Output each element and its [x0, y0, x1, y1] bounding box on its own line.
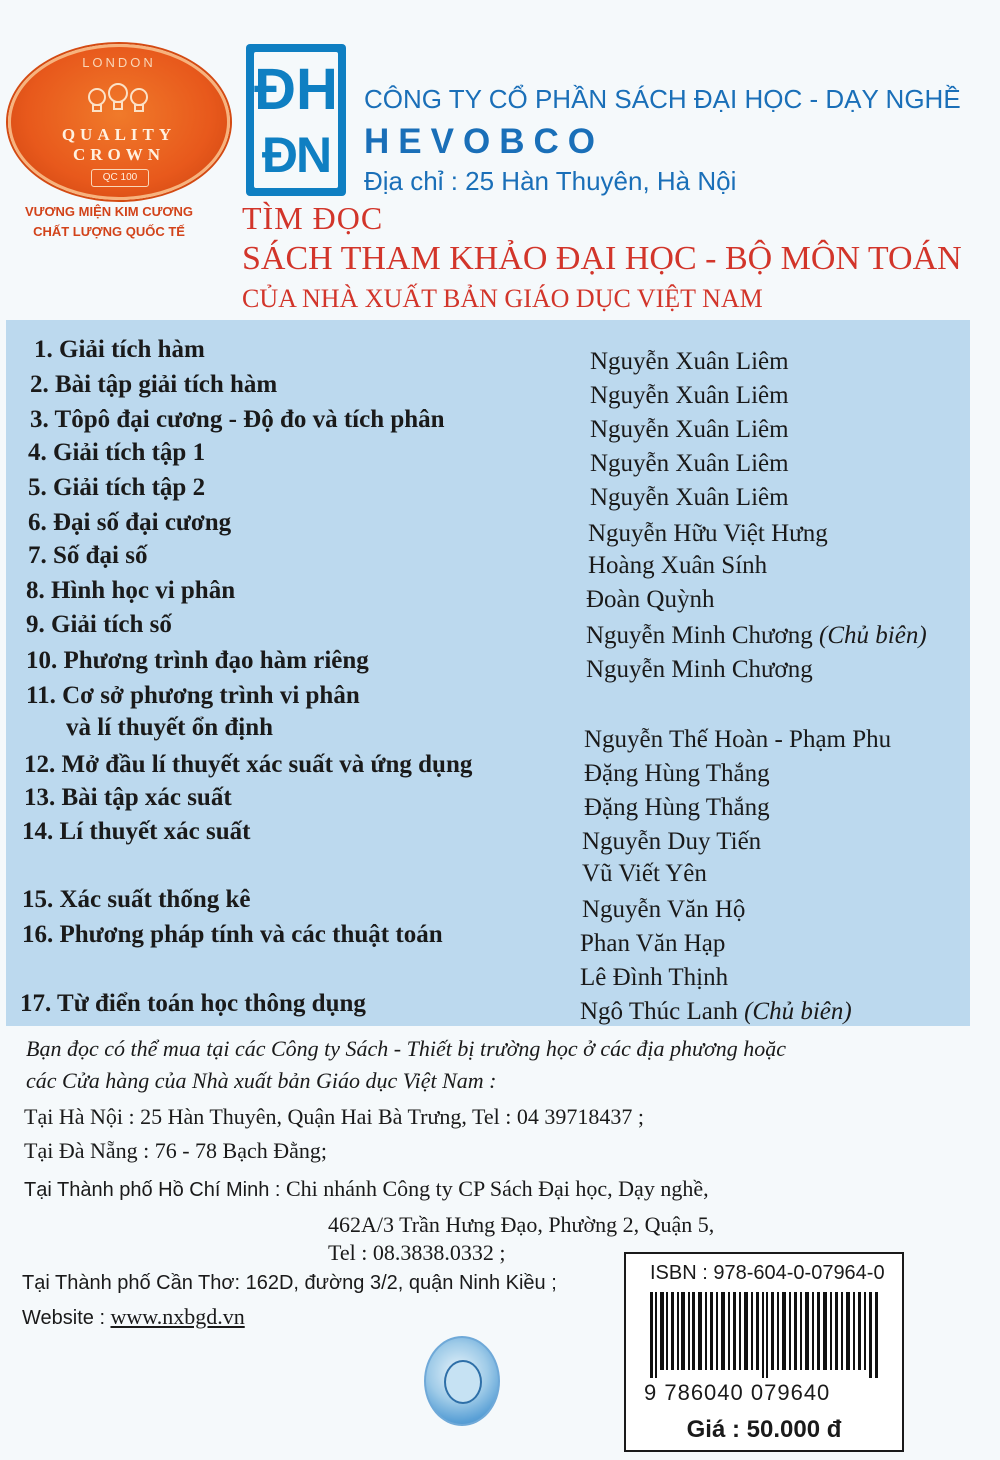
editor-note: (Chủ biên)	[819, 622, 927, 649]
barcode-icon	[650, 1292, 880, 1378]
hologram-sticker	[424, 1336, 500, 1426]
book-author: Nguyễn Xuân Liêm	[590, 348, 789, 375]
book-title: 10. Phương trình đạo hàm riêng	[26, 647, 369, 674]
footer-intro: các Cửa hàng của Nhà xuất bản Giáo dục Việt Nam :	[26, 1068, 497, 1093]
quality-crown-badge	[8, 44, 230, 200]
book-title: 3. Tôpô đại cương - Độ đo và tích phân	[30, 406, 445, 433]
book-author: Lê Đình Thịnh	[580, 964, 729, 991]
book-author: Đặng Hùng Thắng	[584, 794, 770, 821]
book-title: 13. Bài tập xác suất	[24, 784, 232, 811]
footer-hcm-label: Tại Thành phố Hồ Chí Minh :	[24, 1179, 281, 1201]
heading-series: SÁCH THAM KHẢO ĐẠI HỌC - BỘ MÔN TOÁN	[242, 240, 962, 277]
book-author: Nguyễn Văn Hộ	[582, 896, 746, 923]
badge-quality: QUALITY	[61, 125, 177, 144]
footer-hanoi: Tại Hà Nội : 25 Hàn Thuyên, Quận Hai Bà Trưng, Tel : 04 39718437 ;	[24, 1104, 645, 1129]
book-author-with-editor	[580, 998, 852, 1026]
footer-hcm-line1: Chi nhánh Công ty CP Sách Đại học, Dạy nghề,	[285, 1176, 709, 1201]
book-author: Nguyễn Duy Tiến	[582, 828, 762, 855]
book-title: 6. Đại số đại cương	[28, 509, 232, 536]
footer-hcm-line3: Tel : 08.3838.0332 ;	[328, 1240, 506, 1265]
book-author: Nguyễn Xuân Liêm	[590, 484, 789, 511]
book-title: 2. Bài tập giải tích hàm	[30, 371, 278, 398]
book-author: Nguyễn Xuân Liêm	[590, 450, 789, 477]
editor-note: (Chủ biên)	[744, 998, 852, 1025]
book-author: Đoàn Quỳnh	[586, 586, 715, 613]
book-author: Nguyễn Xuân Liêm	[590, 416, 789, 443]
book-title: 1. Giải tích hàm	[34, 336, 205, 363]
book-title: 4. Giải tích tập 1	[28, 439, 206, 466]
book-title: 12. Mở đầu lí thuyết xác suất và ứng dụng	[24, 751, 473, 778]
book-author: Nguyễn Thế Hoàn - Phạm Phu	[584, 726, 892, 753]
website-link[interactable]: www.nxbgd.vn	[110, 1304, 245, 1329]
company-name: CÔNG TY CỔ PHẦN SÁCH ĐẠI HỌC - DẠY NGHỀ	[364, 84, 961, 114]
book-author: Hoàng Xuân Sính	[588, 552, 768, 579]
heading-tim-doc: TÌM ĐỌC	[242, 200, 384, 236]
book-author-with-editor	[586, 622, 927, 650]
badge-city: LONDON	[82, 55, 156, 70]
company-address: Địa chỉ : 25 Hàn Thuyên, Hà Nội	[364, 166, 737, 196]
brand-name: HEVOBCO	[364, 122, 604, 161]
footer-hcm	[24, 1176, 709, 1202]
lightbulb-icon	[83, 81, 153, 121]
price-label: Giá : 50.000 đ	[686, 1416, 842, 1443]
badge-code: QC 100	[91, 169, 149, 187]
book-title: 5. Giải tích tập 2	[28, 474, 206, 501]
barcode-box	[624, 1252, 904, 1452]
book-author: Nguyễn Hữu Việt Hưng	[588, 520, 828, 547]
author-name: Ngô Thúc Lanh	[580, 998, 738, 1025]
isbn-text: ISBN : 978-604-0-07964-0	[650, 1262, 885, 1284]
logo-bottom-letters: ĐN	[261, 127, 331, 183]
book-title: 11. Cơ sở phương trình vi phân	[26, 682, 360, 709]
badge-caption-2: CHẤT LƯỢNG QUỐC TẾ	[33, 224, 185, 239]
book-title: 15. Xác suất thống kê	[22, 886, 251, 913]
book-title: 17. Từ điển toán học thông dụng	[20, 990, 366, 1017]
book-author: Đặng Hùng Thắng	[584, 760, 770, 787]
book-author: Nguyễn Xuân Liêm	[590, 382, 789, 409]
footer-intro: Bạn đọc có thể mua tại các Công ty Sách - Thiết bị trường học ở các địa phương hoặc	[26, 1036, 787, 1061]
book-title-continued: và lí thuyết ổn định	[66, 714, 274, 741]
book-title: 9. Giải tích số	[26, 611, 172, 638]
footer-hcm-line2: 462A/3 Trần Hưng Đạo, Phường 2, Quận 5,	[328, 1212, 715, 1237]
footer-cantho: Tại Thành phố Cần Thơ: 162D, đường 3/2, quận Ninh Kiều ;	[22, 1272, 557, 1294]
badge-crown: CROWN	[72, 145, 166, 164]
barcode-digits: 9 786040 079640	[644, 1380, 831, 1405]
book-title: 7. Số đại số	[28, 542, 148, 569]
footer-website	[22, 1304, 245, 1330]
book-author: Vũ Viết Yên	[582, 860, 707, 887]
book-title: 16. Phương pháp tính và các thuật toán	[22, 921, 443, 948]
website-label: Website :	[22, 1307, 105, 1329]
footer-danang: Tại Đà Nẵng : 76 - 78 Bạch Đằng;	[24, 1138, 328, 1163]
badge-caption-1: VƯƠNG MIỆN KIM CƯƠNG	[25, 204, 193, 219]
heading-publisher: CỦA NHÀ XUẤT BẢN GIÁO DỤC VIỆT NAM	[242, 284, 763, 313]
book-title: 14. Lí thuyết xác suất	[22, 818, 251, 845]
logo-top-letters: ĐH	[254, 57, 338, 122]
author-name: Nguyễn Minh Chương	[586, 622, 813, 649]
publisher-logo	[246, 44, 346, 196]
book-author: Phan Văn Hạp	[580, 930, 726, 957]
book-title: 8. Hình học vi phân	[26, 577, 236, 604]
book-author: Nguyễn Minh Chương	[586, 656, 813, 683]
